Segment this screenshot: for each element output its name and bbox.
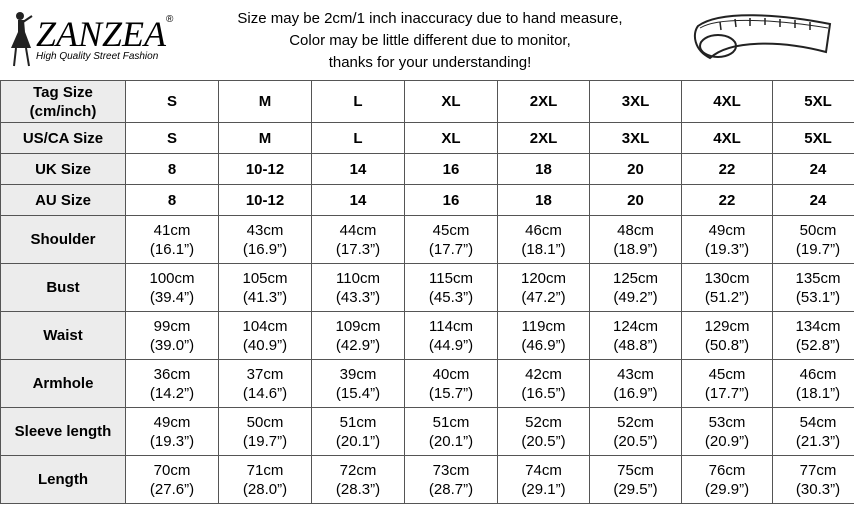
measurement-cell [312,360,405,408]
inch-value: (52.8”) [795,336,841,354]
cm-value: 76cm [708,461,746,479]
measurement-cell [773,456,854,504]
measurement-cell [682,312,773,360]
cm-value: 49cm [153,413,191,431]
cm-value: 105cm [242,269,288,287]
cm-value: 54cm [799,413,837,431]
measurement-cell [682,360,773,408]
size-header-cell: XL [405,81,498,123]
table-row [1,360,854,408]
table-row [1,185,854,216]
size-cell: 5XL [773,123,854,154]
size-cell: M [219,123,312,154]
cm-value: 51cm [339,413,377,431]
size-header-cell: 4XL [682,81,773,123]
inch-value: (27.6”) [149,480,195,498]
table-row [1,123,854,154]
row-label: Bust [1,264,126,312]
inch-value: (28.3”) [335,480,381,498]
table-row [1,216,854,264]
inch-value: (39.4”) [149,288,195,306]
cm-value: 53cm [708,413,746,431]
measuring-tape-icon [690,6,840,68]
size-cell: 8 [126,185,219,216]
size-cell: 20 [590,185,682,216]
cm-value: 41cm [153,221,191,239]
size-header-cell: 2XL [498,81,590,123]
measurement-cell [498,216,590,264]
inch-value: (15.4”) [335,384,381,402]
measurement-cell [312,456,405,504]
inch-value: (15.7”) [428,384,474,402]
size-header-cell: 3XL [590,81,682,123]
size-cell: 2XL [498,123,590,154]
size-cell: 22 [682,185,773,216]
cm-value: 72cm [339,461,377,479]
inch-value: (17.7”) [428,240,474,258]
measurement-cell [219,360,312,408]
cm-value: 46cm [799,365,837,383]
measurement-cell [126,264,219,312]
cm-value: 75cm [617,461,654,479]
measurement-cell [498,456,590,504]
notice-line: Size may be 2cm/1 inch inaccuracy due to hand measure, [237,10,623,27]
measurement-cell [219,456,312,504]
cm-value: 43cm [246,221,284,239]
size-cell: 14 [312,185,405,216]
measurement-cell [405,312,498,360]
size-cell: 24 [773,185,854,216]
cm-value: 134cm [795,317,841,335]
measurement-cell [590,360,682,408]
brand-tagline: High Quality Street Fashion [36,51,159,62]
cm-value: 50cm [799,221,837,239]
cm-value: 46cm [525,221,562,239]
cm-value: 115cm [429,269,473,287]
inch-value: (45.3”) [428,288,474,306]
measurement-cell [498,360,590,408]
cm-value: 110cm [336,269,380,287]
inch-value: (17.3”) [335,240,381,258]
cm-value: 42cm [525,365,562,383]
measurement-cell [773,312,854,360]
brand-logo [6,8,176,70]
measurement-cell [405,264,498,312]
cm-value: 77cm [799,461,837,479]
cm-value: 71cm [246,461,284,479]
inch-value: (16.9”) [613,384,658,402]
measurement-cell [126,312,219,360]
table-row [1,81,854,123]
table-row [1,456,854,504]
measurement-cell [312,408,405,456]
row-label: Length [1,456,126,504]
measurement-cell [219,408,312,456]
inch-value: (19.7”) [795,240,841,258]
inch-value: (20.9”) [704,432,750,450]
measurement-cell [773,408,854,456]
size-chart-table [0,80,854,504]
measurement-cell [682,216,773,264]
measurement-cell [219,312,312,360]
inch-value: (53.1”) [795,288,841,306]
inch-value: (20.5”) [613,432,658,450]
size-cell: 10-12 [219,154,312,185]
cm-value: 124cm [612,317,659,335]
cm-value: 52cm [525,413,562,431]
measurement-cell [219,264,312,312]
cm-value: 45cm [708,365,746,383]
measurement-cell [773,264,854,312]
inch-value: (41.3”) [242,288,288,306]
cm-value: 52cm [617,413,654,431]
size-header-cell: S [126,81,219,123]
size-cell: XL [405,123,498,154]
row-label-line: Tag Size [33,83,93,101]
measurement-cell [219,216,312,264]
inch-value: (17.7”) [704,384,750,402]
cm-value: 48cm [617,221,654,239]
measurement-cell [590,408,682,456]
inch-value: (14.2”) [149,384,195,402]
measurement-cell [682,408,773,456]
inch-value: (18.1”) [795,384,841,402]
brand-name: ZANZEA [36,14,167,54]
measurement-cell [126,360,219,408]
inch-value: (20.5”) [521,432,566,450]
measurement-cell [405,216,498,264]
measurement-cell [312,312,405,360]
row-label: UK Size [1,154,126,185]
table-row [1,312,854,360]
table-row [1,154,854,185]
cm-value: 37cm [246,365,284,383]
inch-value: (16.5”) [521,384,566,402]
measurement-cell [126,456,219,504]
size-cell: 18 [498,154,590,185]
measurement-cell [682,264,773,312]
inch-value: (19.7”) [242,432,288,450]
size-cell: 16 [405,185,498,216]
cm-value: 70cm [153,461,191,479]
inch-value: (20.1”) [428,432,474,450]
notice-line: thanks for your understanding! [328,54,532,71]
cm-value: 39cm [339,365,377,383]
fashion-figure-icon [6,8,40,70]
inch-value: (39.0”) [149,336,195,354]
inch-value: (29.5”) [613,480,658,498]
cm-value: 74cm [525,461,562,479]
size-cell: S [126,123,219,154]
inch-value: (42.9”) [335,336,381,354]
cm-value: 99cm [153,317,191,335]
row-label-line: (cm/inch) [29,102,97,120]
measurement-cell [498,408,590,456]
measurement-cell [312,264,405,312]
cm-value: 73cm [432,461,470,479]
size-header-cell: 5XL [773,81,854,123]
size-cell: L [312,123,405,154]
table-row [1,264,854,312]
measurement-cell [498,312,590,360]
table-row [1,408,854,456]
size-cell: 4XL [682,123,773,154]
cm-value: 129cm [704,317,750,335]
inch-value: (46.9”) [521,336,566,354]
inch-value: (29.9”) [704,480,750,498]
measurement-cell [590,264,682,312]
cm-value: 44cm [339,221,377,239]
header [0,0,854,80]
size-cell: 14 [312,154,405,185]
cm-value: 100cm [149,269,195,287]
size-header-cell: M [219,81,312,123]
measurement-cell [773,360,854,408]
inch-value: (50.8”) [704,336,750,354]
measurement-cell [590,312,682,360]
inch-value: (40.9”) [242,336,288,354]
inch-value: (16.1”) [149,240,195,258]
disclaimer-notice [200,8,660,74]
inch-value: (28.0”) [242,480,288,498]
cm-value: 114cm [429,317,473,335]
size-header-cell: L [312,81,405,123]
measurement-cell [498,264,590,312]
inch-value: (19.3”) [149,432,195,450]
measurement-cell [405,456,498,504]
inch-value: (20.1”) [335,432,381,450]
cm-value: 119cm [521,317,566,335]
cm-value: 109cm [335,317,381,335]
measurement-cell [682,456,773,504]
inch-value: (47.2”) [521,288,566,306]
cm-value: 50cm [246,413,284,431]
measurement-cell [590,456,682,504]
measurement-cell [590,216,682,264]
size-cell: 20 [590,154,682,185]
inch-value: (43.3”) [335,288,381,306]
inch-value: (21.3”) [795,432,841,450]
measurement-cell [312,216,405,264]
inch-value: (51.2”) [704,288,750,306]
size-cell: 16 [405,154,498,185]
inch-value: (18.9”) [613,240,658,258]
size-cell: 10-12 [219,185,312,216]
measurement-cell [126,408,219,456]
measurement-cell [126,216,219,264]
size-cell: 18 [498,185,590,216]
measurement-cell [405,360,498,408]
row-label: Shoulder [1,216,126,264]
size-cell: 3XL [590,123,682,154]
inch-value: (14.6”) [242,384,288,402]
cm-value: 36cm [153,365,191,383]
row-label: US/CA Size [1,123,126,154]
measurement-cell [773,216,854,264]
registered-mark: ® [166,14,174,25]
notice-line: Color may be little different due to monitor, [289,32,571,49]
cm-value: 40cm [432,365,470,383]
row-label: AU Size [1,185,126,216]
inch-value: (44.9”) [428,336,474,354]
inch-value: (18.1”) [521,240,566,258]
cm-value: 120cm [520,269,567,287]
cm-value: 104cm [242,317,288,335]
cm-value: 43cm [617,365,654,383]
inch-value: (29.1”) [521,480,566,498]
inch-value: (48.8”) [613,336,658,354]
inch-value: (19.3”) [704,240,750,258]
row-label [1,81,126,123]
row-label: Waist [1,312,126,360]
measurement-cell [405,408,498,456]
row-label: Sleeve length [1,408,126,456]
size-cell: 24 [773,154,854,185]
inch-value: (16.9”) [242,240,288,258]
inch-value: (30.3”) [795,480,841,498]
cm-value: 45cm [432,221,470,239]
size-cell: 8 [126,154,219,185]
cm-value: 130cm [704,269,750,287]
cm-value: 135cm [795,269,841,287]
inch-value: (28.7”) [428,480,474,498]
cm-value: 49cm [708,221,746,239]
row-label: Armhole [1,360,126,408]
inch-value: (49.2”) [613,288,658,306]
cm-value: 51cm [432,413,470,431]
cm-value: 125cm [612,269,659,287]
size-cell: 22 [682,154,773,185]
